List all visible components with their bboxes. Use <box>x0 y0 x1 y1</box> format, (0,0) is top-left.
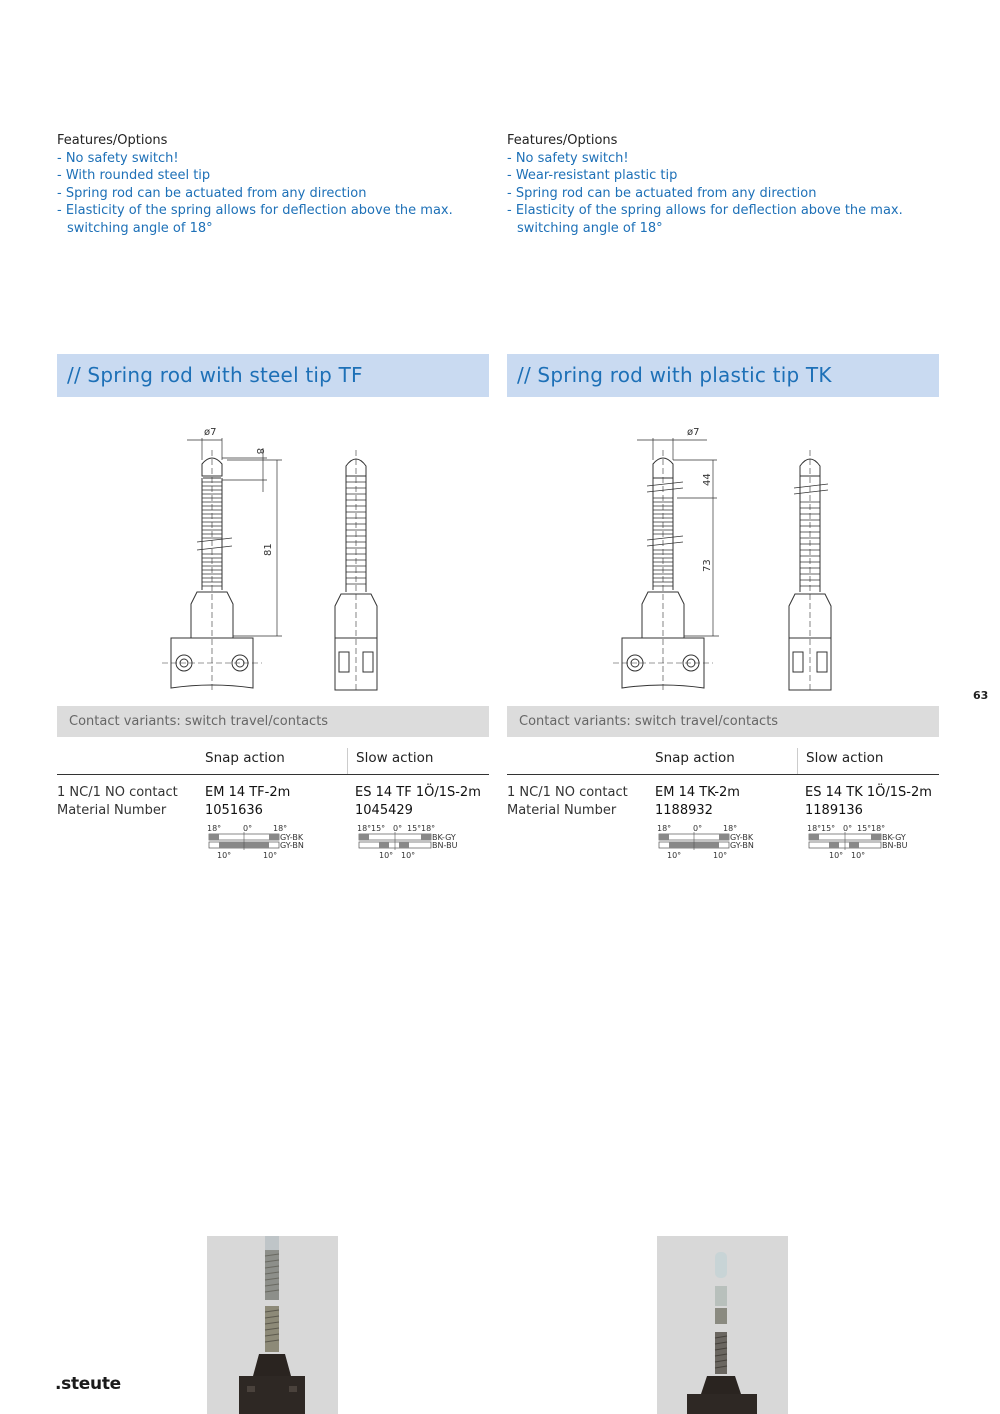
snap-variant-cell <box>655 784 740 820</box>
snap-wire-label: GY-BN <box>280 841 304 850</box>
header-snap-action: Snap action <box>655 750 735 766</box>
features-block <box>507 132 939 238</box>
snap-diagram-label: 10° <box>667 851 682 860</box>
features-block <box>57 132 489 238</box>
header-slow-action: Slow action <box>347 748 433 774</box>
snap-diagram-label: 18° <box>723 824 738 833</box>
contact-variants-title: Contact variants: switch travel/contacts <box>69 714 329 729</box>
slow-type: ES 14 TK 1Ö/1S-2m <box>805 785 932 800</box>
slow-variant-cell <box>805 784 932 820</box>
slow-wire-label: BN-BU <box>882 841 908 850</box>
slow-diagram-label: 15° <box>821 824 836 833</box>
snap-diagram-label: 18° <box>273 824 288 833</box>
technical-drawing-tk <box>507 420 939 695</box>
snap-diagram-label: 10° <box>263 851 278 860</box>
dim-diameter: ø7 <box>204 427 217 438</box>
slow-type: ES 14 TF 1Ö/1S-2m <box>355 785 481 800</box>
dim-length: 73 <box>702 559 713 572</box>
slow-diagram-label: 10° <box>379 851 394 860</box>
snap-travel-diagram <box>655 822 765 860</box>
section-title: // Spring rod with steel tip TF <box>67 363 363 387</box>
contact-variants-title: Contact variants: switch travel/contacts <box>519 714 779 729</box>
feature-item: - No safety switch! <box>57 150 489 168</box>
slow-travel-diagram <box>805 822 925 860</box>
snap-diagram-label: 18° <box>657 824 672 833</box>
snap-wire-label: GY-BN <box>730 841 754 850</box>
snap-wire-label: GY-BK <box>280 833 304 842</box>
technical-drawing-tf <box>57 420 489 695</box>
product-photo-steel-tip <box>207 1236 338 1414</box>
snap-material-number: 1051636 <box>205 803 263 818</box>
row-labels <box>57 784 178 820</box>
product-photo-plastic-tip <box>657 1236 788 1414</box>
section-header <box>507 354 939 397</box>
feature-item: - Spring rod can be actuated from any direction <box>507 185 939 203</box>
slow-diagram-label: 15° <box>407 824 422 833</box>
feature-item: - No safety switch! <box>507 150 939 168</box>
header-snap-action: Snap action <box>205 750 285 766</box>
snap-diagram-label: 10° <box>713 851 728 860</box>
slow-wire-label: BK-GY <box>432 833 456 842</box>
dim-length: 81 <box>263 543 274 556</box>
snap-diagram-label: 18° <box>207 824 222 833</box>
slow-wire-label: BN-BU <box>432 841 458 850</box>
snap-diagram-label: 0° <box>243 824 253 833</box>
row-labels <box>507 784 628 820</box>
snap-travel-diagram <box>205 822 315 860</box>
feature-item: - Wear-resistant plastic tip <box>507 167 939 185</box>
slow-diagram-label: 18° <box>871 824 886 833</box>
slow-material-number: 1189136 <box>805 803 863 818</box>
page-number: 63 <box>973 689 989 702</box>
slow-diagram-label: 10° <box>829 851 844 860</box>
row-label-material: Material Number <box>57 803 167 818</box>
snap-wire-label: GY-BK <box>730 833 754 842</box>
feature-item: - Elasticity of the spring allows for deflection above the max. switching angle of 18° <box>57 202 489 237</box>
features-title: Features/Options <box>57 133 168 148</box>
contact-variants-bar <box>57 706 489 737</box>
slow-diagram-label: 15° <box>857 824 872 833</box>
slow-diagram-label: 18° <box>357 824 372 833</box>
variants-table-header <box>57 748 489 775</box>
feature-item: - Elasticity of the spring allows for deflection above the max. switching angle of 18° <box>507 202 939 237</box>
section-header <box>57 354 489 397</box>
snap-variant-cell <box>205 784 290 820</box>
row-label-contact: 1 NC/1 NO contact <box>57 785 178 800</box>
features-title: Features/Options <box>507 133 618 148</box>
dim-diameter: ø7 <box>687 427 700 438</box>
slow-diagram-label: 0° <box>393 824 403 833</box>
snap-diagram-label: 0° <box>693 824 703 833</box>
row-label-material: Material Number <box>507 803 617 818</box>
variants-table-header <box>507 748 939 775</box>
features-list <box>57 150 489 238</box>
feature-item: - With rounded steel tip <box>57 167 489 185</box>
snap-material-number: 1188932 <box>655 803 713 818</box>
slow-diagram-label: 10° <box>401 851 416 860</box>
contact-variants-bar <box>507 706 939 737</box>
snap-type: EM 14 TF-2m <box>205 785 291 800</box>
steute-logo: .steute <box>55 1374 121 1394</box>
slow-variant-cell <box>355 784 481 820</box>
features-list <box>507 150 939 238</box>
slow-diagram-label: 0° <box>843 824 853 833</box>
feature-item: - Spring rod can be actuated from any direction <box>57 185 489 203</box>
section-title: // Spring rod with plastic tip TK <box>517 363 832 387</box>
dim-tip: 44 <box>702 473 713 486</box>
slow-travel-diagram <box>355 822 475 860</box>
header-slow-action: Slow action <box>797 748 883 774</box>
slow-wire-label: BK-GY <box>882 833 906 842</box>
snap-diagram-label: 10° <box>217 851 232 860</box>
slow-diagram-label: 15° <box>371 824 386 833</box>
slow-diagram-label: 18° <box>421 824 436 833</box>
slow-diagram-label: 10° <box>851 851 866 860</box>
snap-type: EM 14 TK-2m <box>655 785 740 800</box>
slow-material-number: 1045429 <box>355 803 413 818</box>
row-label-contact: 1 NC/1 NO contact <box>507 785 628 800</box>
slow-diagram-label: 18° <box>807 824 822 833</box>
dim-tip: 8 <box>254 448 265 455</box>
